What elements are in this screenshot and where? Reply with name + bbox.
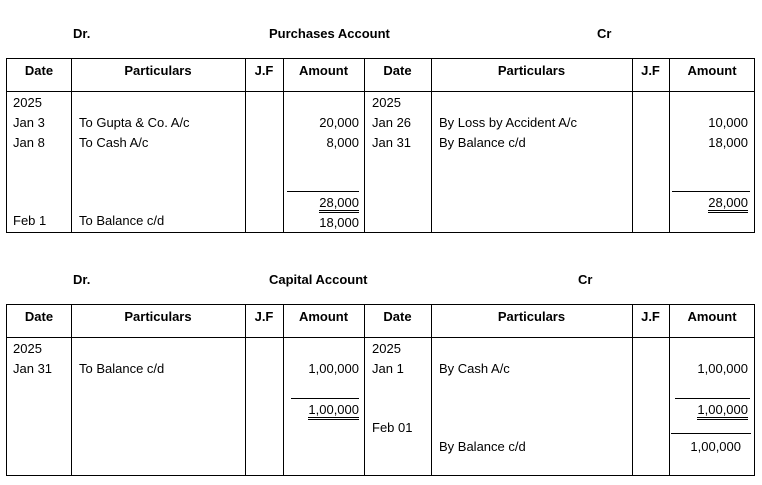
col-divider — [71, 305, 72, 475]
total-rule — [287, 191, 359, 192]
debit-date: Jan 3 — [13, 115, 45, 130]
debit-particulars: To Gupta & Co. A/c — [79, 115, 190, 130]
col-divider-center — [364, 59, 365, 232]
debit-date: Jan 31 — [13, 361, 53, 376]
credit-particulars: By Balance c/d — [439, 135, 526, 150]
header-amount-credit: Amount — [687, 309, 737, 324]
purchases-cr-label: Cr — [597, 26, 612, 41]
header-jf-credit: J.F — [641, 309, 660, 324]
purchases-dr-label: Dr. — [73, 26, 91, 41]
header-jf-credit: J.F — [641, 63, 660, 78]
header-particulars-credit: Particulars — [497, 63, 566, 78]
debit-total: 1,00,000 — [283, 400, 359, 420]
credit-year: 2025 — [372, 95, 401, 110]
header-date-credit: Date — [383, 63, 412, 78]
col-divider — [431, 59, 432, 232]
total-rule — [675, 398, 750, 399]
header-divider — [7, 337, 754, 338]
credit-date: Jan 26 — [372, 115, 412, 130]
col-divider-center — [364, 305, 365, 475]
header-jf-debit: J.F — [254, 309, 274, 324]
credit-year: 2025 — [372, 341, 401, 356]
col-divider — [245, 305, 246, 475]
header-amount-debit: Amount — [298, 63, 349, 78]
header-particulars-credit: Particulars — [497, 309, 566, 324]
header-date-debit: Date — [24, 63, 54, 78]
debit-date: Jan 8 — [13, 135, 45, 150]
balance-date: Feb 01 — [372, 420, 413, 435]
debit-year: 2025 — [13, 95, 42, 110]
debit-amount: 1,00,000 — [308, 361, 359, 376]
col-divider — [245, 59, 246, 232]
col-divider — [632, 305, 633, 475]
capital-account-title: Capital Account — [269, 272, 368, 287]
credit-amount: 18,000 — [708, 135, 748, 150]
col-divider — [431, 305, 432, 475]
total-rule — [291, 398, 359, 399]
header-date-credit: Date — [383, 309, 412, 324]
balance-particulars: To Balance c/d — [79, 213, 165, 228]
balance-particulars: By Balance c/d — [439, 439, 526, 454]
capital-cr-label: Cr — [578, 272, 593, 287]
header-divider — [7, 91, 754, 92]
purchases-ledger-table — [6, 58, 755, 233]
credit-date: Jan 31 — [372, 135, 412, 150]
header-particulars-debit: Particulars — [124, 309, 192, 324]
balance-amount: 18,000 — [319, 215, 359, 230]
col-divider — [71, 59, 72, 232]
credit-total: 28,000 — [669, 193, 748, 213]
balance-amount: 1,00,000 — [690, 439, 741, 454]
capital-ledger-table — [6, 304, 755, 476]
credit-total: 1,00,000 — [669, 400, 748, 420]
debit-particulars: To Balance c/d — [79, 361, 165, 376]
credit-amount: 10,000 — [708, 115, 748, 130]
debit-year: 2025 — [13, 341, 42, 356]
total-rule — [672, 191, 750, 192]
header-amount-debit: Amount — [298, 309, 349, 324]
debit-total: 28,000 — [283, 193, 359, 213]
balance-date: Feb 1 — [13, 213, 47, 228]
debit-particulars: To Cash A/c — [79, 135, 149, 150]
header-particulars-debit: Particulars — [124, 63, 192, 78]
debit-amount: 20,000 — [319, 115, 359, 130]
balance-rule — [671, 433, 751, 434]
debit-amount: 8,000 — [326, 135, 359, 150]
col-divider — [283, 305, 284, 475]
credit-particulars: By Cash A/c — [439, 361, 510, 376]
header-date-debit: Date — [24, 309, 54, 324]
header-amount-credit: Amount — [687, 63, 737, 78]
capital-dr-label: Dr. — [73, 272, 91, 287]
credit-date: Jan 1 — [372, 361, 404, 376]
col-divider — [632, 59, 633, 232]
header-jf-debit: J.F — [254, 63, 274, 78]
purchases-account-title: Purchases Account — [269, 26, 390, 41]
credit-amount: 1,00,000 — [697, 361, 748, 376]
credit-particulars: By Loss by Accident A/c — [439, 115, 578, 130]
